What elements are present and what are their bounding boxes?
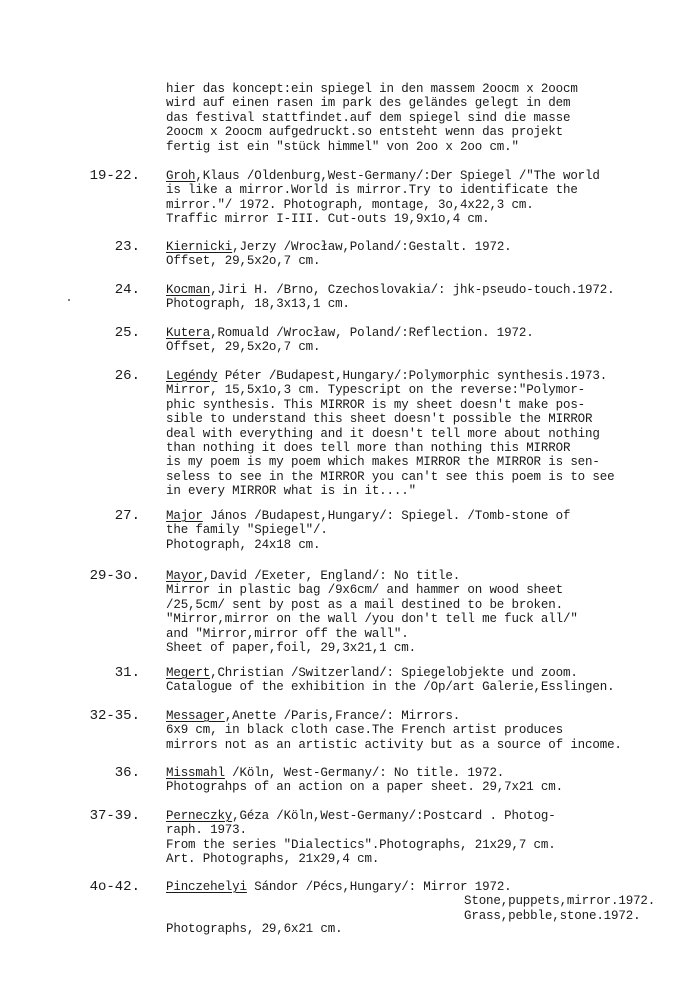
- entry-text: ,Romuald /Wrocław, Poland/:Reflection. 1972.: [210, 326, 534, 340]
- artist-name: Missmahl: [166, 766, 225, 780]
- entry-line: mirror."/ 1972. Photograph, montage, 3o,4x22,3 cm.: [166, 197, 534, 212]
- entry-line: /25,5cm/ sent by post as a mail destined to be broken.: [166, 597, 563, 612]
- entry-number: 36.: [114, 765, 140, 781]
- entry-line: Photograhps of an action on a paper sheet. 29,7x21 cm.: [166, 780, 563, 795]
- entry-line: Stone,puppets,mirror.1972.: [464, 894, 656, 909]
- artist-name: Pinczehelyi: [166, 880, 247, 894]
- entry-line: the family "Spiegel"/.: [166, 523, 328, 538]
- artist-name: Mayor: [166, 569, 203, 583]
- entry-line: Art. Photographs, 21x29,4 cm.: [166, 852, 380, 867]
- entry-text: ,Anette /Paris,France/: Mirrors.: [224, 709, 461, 723]
- entry-text: János /Budapest,Hungary/: Spiegel. /Tomb-stone of: [202, 509, 571, 523]
- entry-line: in every MIRROR what is in it....": [166, 484, 416, 499]
- entry-line: Catalogue of the exhibition in the /Op/art Galerie,Esslingen.: [166, 680, 615, 695]
- entry-line: than nothing it does tell more than nothing this MIRROR: [166, 441, 571, 456]
- entry-number: 19-22.: [89, 168, 140, 184]
- entry-number: 4o-42.: [89, 879, 140, 895]
- entry-line: raph. 1973.: [166, 823, 247, 838]
- entry-number: 24.: [114, 282, 140, 298]
- entry-text: ,David /Exeter, England/: No title.: [202, 569, 461, 583]
- entry-line: Mirror, 15,5x1o,3 cm. Typescript on the reverse:"Polymor-: [166, 383, 586, 398]
- artist-name: Major: [166, 509, 203, 523]
- entry-line: From the series "Dialectics".Photographs, 21x29,7 cm.: [166, 837, 556, 852]
- intro-line: fertig ist ein "stück himmel" von 2oo x 2oo cm.": [166, 139, 519, 154]
- entry-text: ,Jiri H. /Brno, Czechoslovakia/: jhk-pseudo-touch.1972.: [210, 283, 615, 297]
- intro-paragraph: [166, 82, 578, 154]
- artist-name: Kutera: [166, 326, 211, 340]
- artist-name: Groh: [166, 169, 196, 183]
- artist-name: Perneczky: [166, 809, 233, 823]
- entry-footer-line: [166, 922, 342, 936]
- entry-number: 31.: [114, 665, 140, 681]
- entry-text: ,Géza /Köln,West-Germany/:Postcard . Photog-: [232, 809, 556, 823]
- entry-number: 29-3o.: [89, 568, 140, 584]
- entry-line: "Mirror,mirror on the wall /you don't tell me fuck all/": [166, 612, 578, 627]
- intro-line: 2oocm x 2oocm aufgedruckt.so entsteht wenn das projekt: [166, 125, 563, 140]
- entry-line: Sheet of paper,foil, 29,3x21,1 cm.: [166, 641, 416, 656]
- entry-line: Traffic mirror I-III. Cut-outs 19,9x1o,4 cm.: [166, 212, 490, 227]
- entry-text: Sándor /Pécs,Hungary/: Mirror 1972.: [246, 880, 512, 894]
- entry-number: 27.: [114, 508, 140, 524]
- artist-name: Kocman: [166, 283, 211, 297]
- artist-name: Kiernicki: [166, 240, 233, 254]
- entry-number: 26.: [114, 368, 140, 384]
- entry-line: is like a mirror.World is mirror.Try to identificate the: [166, 183, 578, 198]
- entry-line: Offset, 29,5x2o,7 cm.: [166, 254, 321, 269]
- entry-line: mirrors not as an artistic activity but as a source of income.: [166, 737, 622, 752]
- entry-text: /Köln, West-Germany/: No title. 1972.: [224, 766, 505, 780]
- entry-line: 6x9 cm, in black cloth case.The French artist produces: [166, 723, 563, 738]
- entry-line: Photograph, 24x18 cm.: [166, 537, 321, 552]
- entry-line: Offset, 29,5x2o,7 cm.: [166, 340, 321, 355]
- entry-text: ,Jerzy /Wrocław,Poland/:Gestalt. 1972.: [232, 240, 512, 254]
- intro-line: wird auf einen rasen im park des geländes gelegt in dem: [166, 96, 571, 111]
- entry-side-list: [464, 894, 655, 923]
- entry-line: Grass,pebble,stone.1972.: [464, 908, 641, 923]
- entry-text: ,Klaus /Oldenburg,West-Germany/:Der Spiegel /"The world: [195, 169, 600, 183]
- entry-line: deal with everything and it doesn't tell more about nothing: [166, 426, 600, 441]
- entry-text: ,Christian /Switzerland/: Spiegelobjekte und zoom.: [210, 666, 578, 680]
- entry-line: Mirror in plastic bag /9x6cm/ and hammer on wood sheet: [166, 583, 563, 598]
- intro-line: hier das koncept:ein spiegel in den massem 2oocm x 2oocm: [166, 82, 578, 96]
- entry-line: and "Mirror,mirror off the wall".: [166, 626, 409, 641]
- entry-text: Péter /Budapest,Hungary/:Polymorphic synthesis.1973.: [217, 369, 608, 383]
- entry-line: phic synthesis. This MIRROR is my sheet doesn't make pos-: [166, 397, 586, 412]
- artist-name: Megert: [166, 666, 211, 680]
- entry-number: 37-39.: [89, 808, 140, 824]
- entry-line: is my poem is my poem which makes MIRROR the MIRROR is sen-: [166, 455, 600, 470]
- entry-line: sible to understand this sheet doesn't possible the MIRROR: [166, 412, 593, 427]
- entry-line: Photographs, 29,6x21 cm.: [166, 922, 343, 936]
- paper-speck: [68, 299, 70, 301]
- entry-number: 32-35.: [89, 708, 140, 724]
- entry-line: Photograph, 18,3x13,1 cm.: [166, 297, 350, 312]
- entry-number: 23.: [114, 239, 140, 255]
- artist-name: Messager: [166, 709, 225, 723]
- artist-name: Legéndy: [166, 369, 218, 383]
- entry-number: 25.: [114, 325, 140, 341]
- entry-line: seless to see in the MIRROR you can't see this poem is to see: [166, 469, 615, 484]
- intro-line: das festival stattfindet.auf dem spiegel sind die masse: [166, 110, 571, 125]
